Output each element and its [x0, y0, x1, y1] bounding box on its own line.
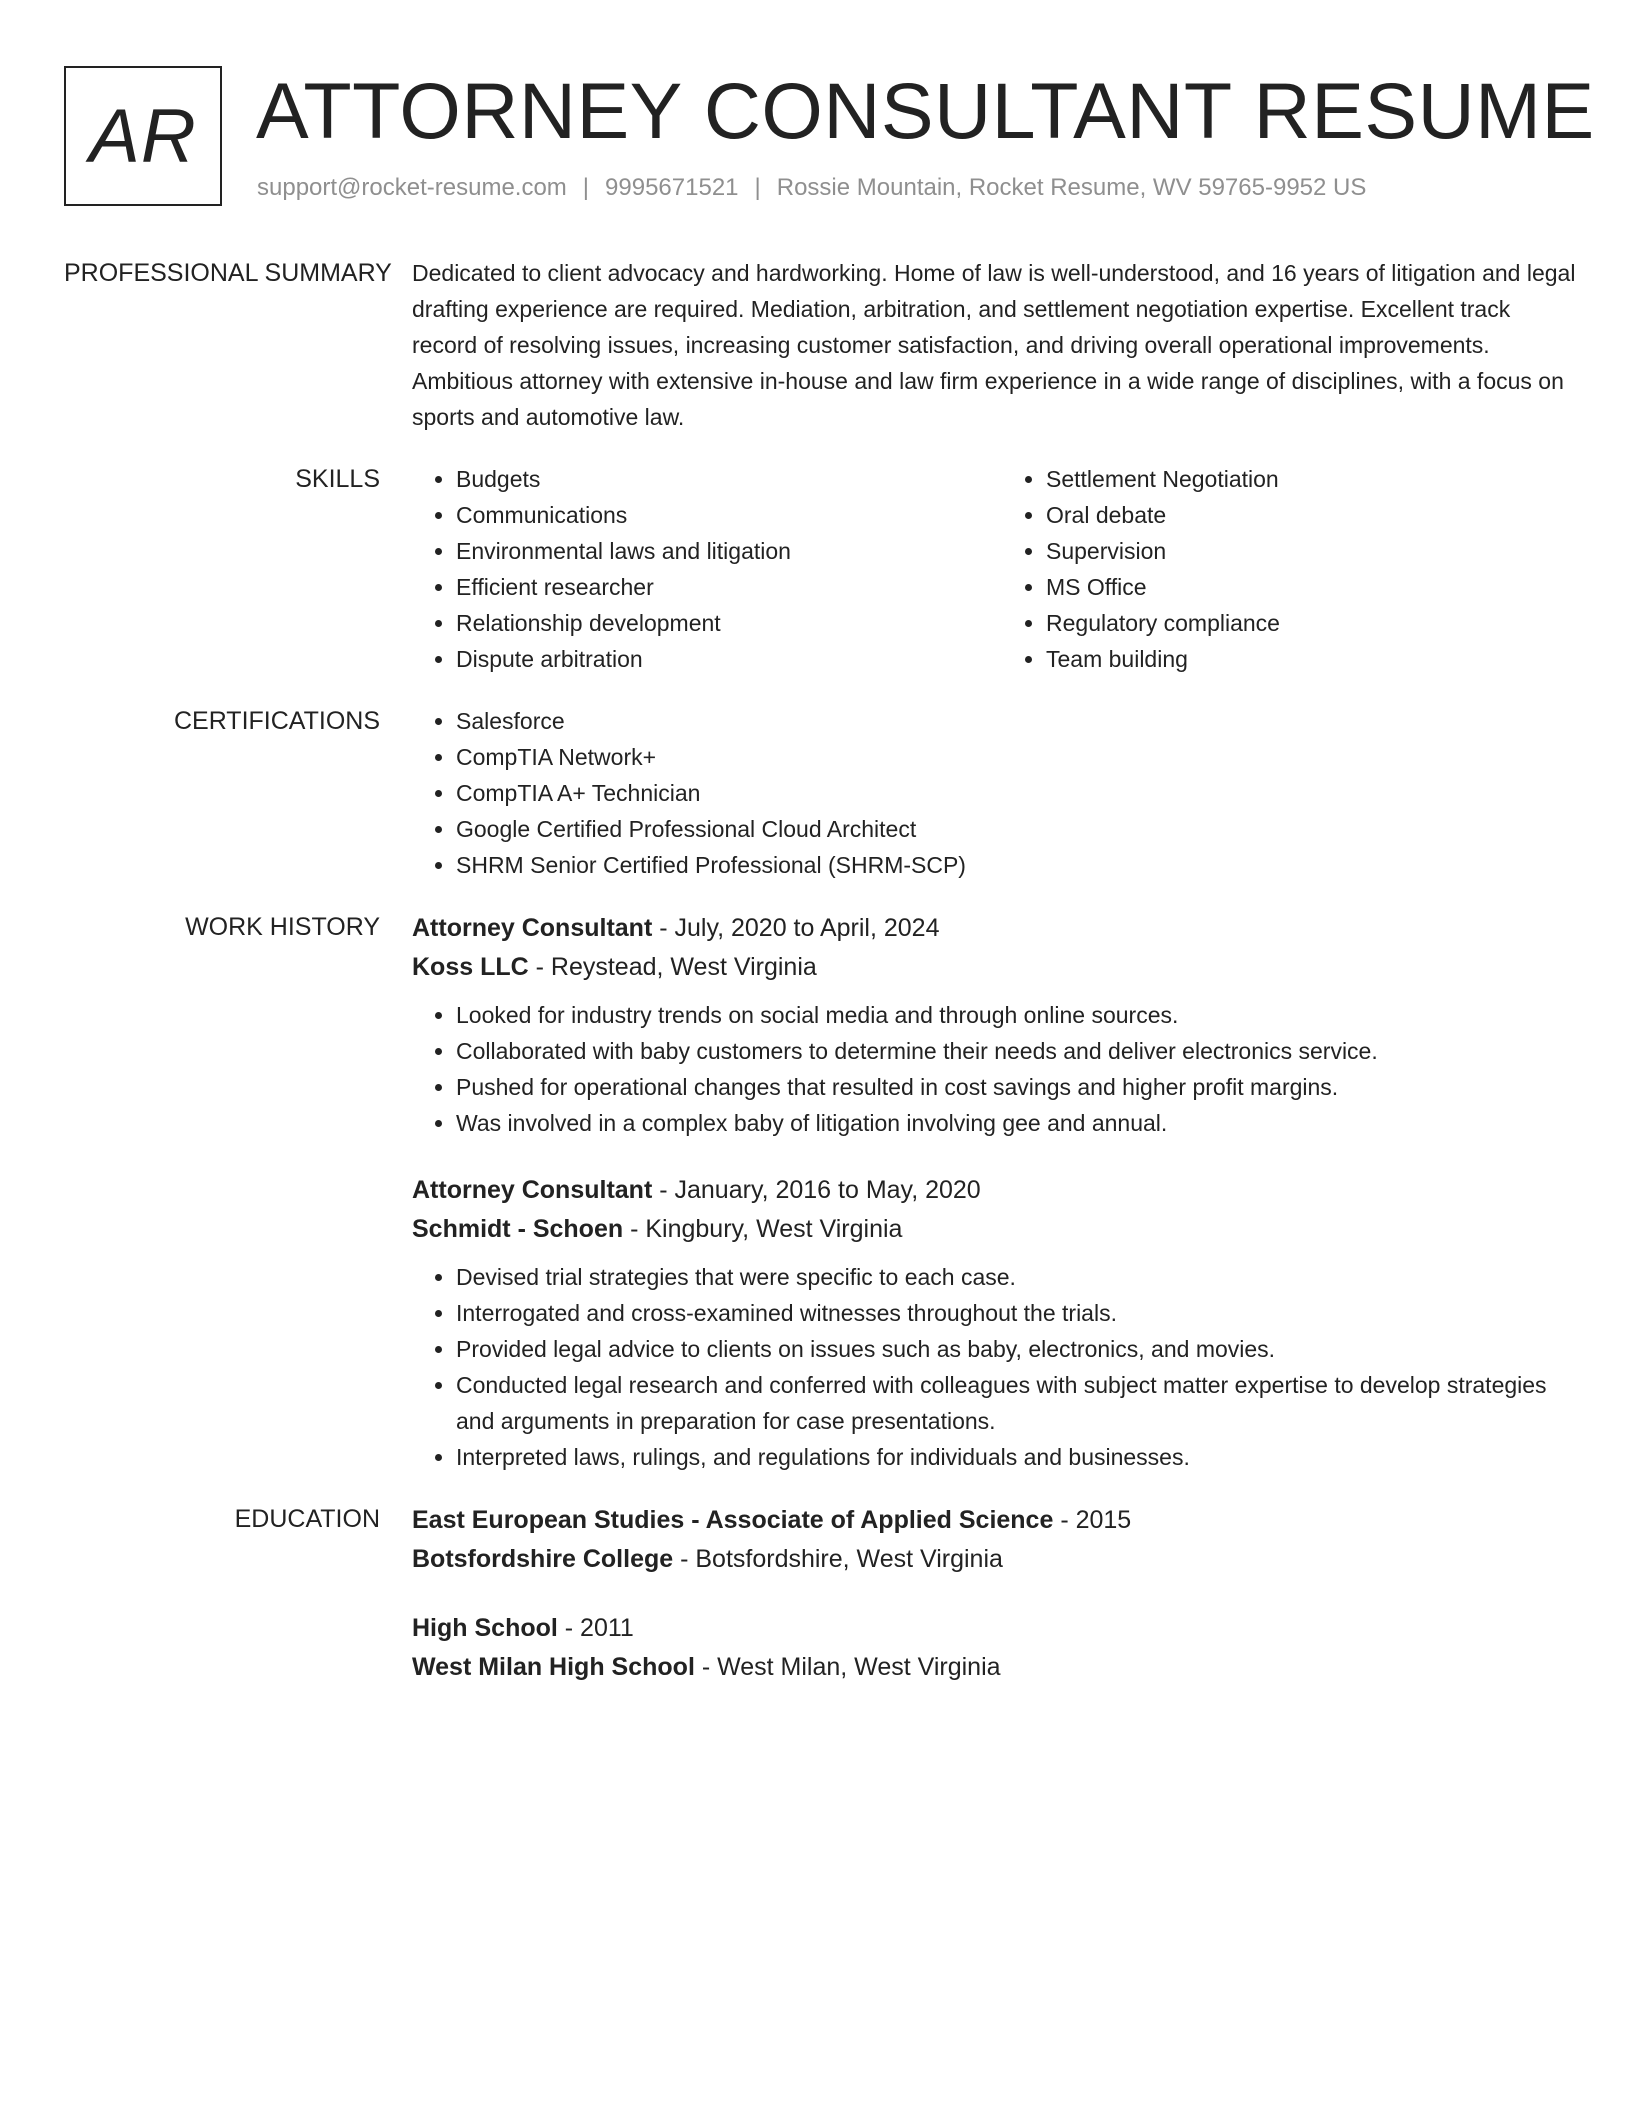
education-degree-line [412, 1609, 1576, 1648]
skills-list-right [1002, 461, 1592, 677]
education-degree-line [412, 1501, 1576, 1540]
education-school-line [412, 1540, 1576, 1579]
skill-item: • Dispute arbitration [456, 641, 1002, 677]
certification-item: • CompTIA Network+ [456, 739, 1576, 775]
job-role: Attorney Consultant [412, 1176, 653, 1204]
job-location: - Kingbury, West Virginia [623, 1215, 903, 1243]
job-entry [412, 1171, 1576, 1475]
contact-phone: 9995671521 [605, 174, 739, 201]
job-bullet: • Collaborated with baby customers to determine their needs and deliver electronics service. [456, 1033, 1576, 1069]
job-company-line [412, 1210, 1576, 1249]
certifications-list [412, 703, 1576, 883]
job-bullet: • Looked for industry trends on social media and through online sources. [456, 997, 1576, 1033]
skill-item: • Efficient researcher [456, 569, 1002, 605]
job-dates: - January, 2016 to May, 2020 [652, 1176, 981, 1204]
job-bullet: • Was involved in a complex baby of litigation involving gee and annual. [456, 1105, 1576, 1141]
section-certifications [64, 703, 1576, 883]
section-work-history [64, 909, 1576, 1475]
job-bullet: • Provided legal advice to clients on issues such as baby, electronics, and movies. [456, 1331, 1576, 1367]
education-year: - 2011 [557, 1614, 634, 1642]
job-bullet: • Interpreted laws, rulings, and regulations for individuals and businesses. [456, 1439, 1576, 1475]
monogram-logo: AR [64, 66, 222, 206]
education-school-line [412, 1648, 1576, 1687]
section-summary [64, 255, 1576, 435]
skill-item: • Communications [456, 497, 1002, 533]
job-bullets [412, 1259, 1576, 1475]
resume-content [64, 255, 1576, 1713]
job-location: - Reystead, West Virginia [528, 953, 817, 981]
contact-separator: | [754, 174, 761, 201]
section-title: PROFESSIONAL SUMMARY [64, 259, 392, 287]
resume-title: ATTORNEY CONSULTANT RESUME [256, 66, 1595, 155]
skill-item: • Oral debate [1046, 497, 1592, 533]
skill-item: • Relationship development [456, 605, 1002, 641]
contact-line [257, 174, 1366, 202]
job-company: Schmidt - Schoen [412, 1215, 624, 1243]
education-entry [412, 1501, 1576, 1579]
job-bullet: • Conducted legal research and conferred with colleagues with subject matter expertise to develop strategies and arguments in preparation for case presentations. [456, 1367, 1576, 1439]
section-title: WORK HISTORY [185, 913, 380, 941]
education-degree: East European Studies - Associate of Applied Science [412, 1506, 1054, 1534]
certification-item: • Salesforce [456, 703, 1576, 739]
skill-item: • Regulatory compliance [1046, 605, 1592, 641]
section-education [64, 1501, 1576, 1687]
job-company-line [412, 948, 1576, 987]
job-entry [412, 909, 1576, 1141]
certification-item: • SHRM Senior Certified Professional (SHRM-SCP) [456, 847, 1576, 883]
education-entry [412, 1609, 1576, 1687]
contact-address: Rossie Mountain, Rocket Resume, WV 59765-9952 US [776, 174, 1367, 201]
summary-text: Dedicated to client advocacy and hardworking. Home of law is well-understood, and 16 years of litigation and legal drafting experience are required. Mediation, arbitration, and settlement negotiation expertise. Excellent track record of resolving issues, increasing customer satisfaction, and driving overall operational improvements. Ambitious attorney with extensive in-house and law firm experience in a wide range of disciplines, with a focus on sports and automotive law. [412, 260, 1576, 430]
skill-item: • Settlement Negotiation [1046, 461, 1592, 497]
section-title: CERTIFICATIONS [173, 707, 380, 735]
job-bullet: • Pushed for operational changes that resulted in cost savings and higher profit margins. [456, 1069, 1576, 1105]
education-school: Botsfordshire College [412, 1545, 674, 1573]
education-school: West Milan High School [412, 1653, 695, 1681]
job-role-line [412, 909, 1576, 948]
contact-email: support@rocket-resume.com [257, 174, 567, 201]
skills-list-left [412, 461, 1002, 677]
job-bullet: • Devised trial strategies that were specific to each case. [456, 1259, 1576, 1295]
job-dates: - July, 2020 to April, 2024 [652, 914, 940, 942]
certification-item: • CompTIA A+ Technician [456, 775, 1576, 811]
skill-item: • Supervision [1046, 533, 1592, 569]
job-role-line [412, 1171, 1576, 1210]
job-role: Attorney Consultant [412, 914, 653, 942]
education-location: - Botsfordshire, West Virginia [673, 1545, 1003, 1573]
skill-item: • MS Office [1046, 569, 1592, 605]
skill-item: • Team building [1046, 641, 1592, 677]
skill-item: • Budgets [456, 461, 1002, 497]
education-degree: High School [412, 1614, 558, 1642]
contact-separator: | [582, 174, 590, 201]
job-bullets [412, 997, 1576, 1141]
certification-item: • Google Certified Professional Cloud Architect [456, 811, 1576, 847]
job-bullet: • Interrogated and cross-examined witnesses throughout the trials. [456, 1295, 1576, 1331]
section-title: SKILLS [295, 465, 380, 493]
education-year: - 2015 [1053, 1506, 1132, 1534]
resume-header [64, 64, 1595, 214]
job-company: Koss LLC [412, 953, 529, 981]
section-title: EDUCATION [234, 1505, 380, 1533]
skill-item: • Environmental laws and litigation [456, 533, 1002, 569]
section-skills [64, 461, 1576, 677]
education-location: - West Milan, West Virginia [694, 1653, 1001, 1681]
